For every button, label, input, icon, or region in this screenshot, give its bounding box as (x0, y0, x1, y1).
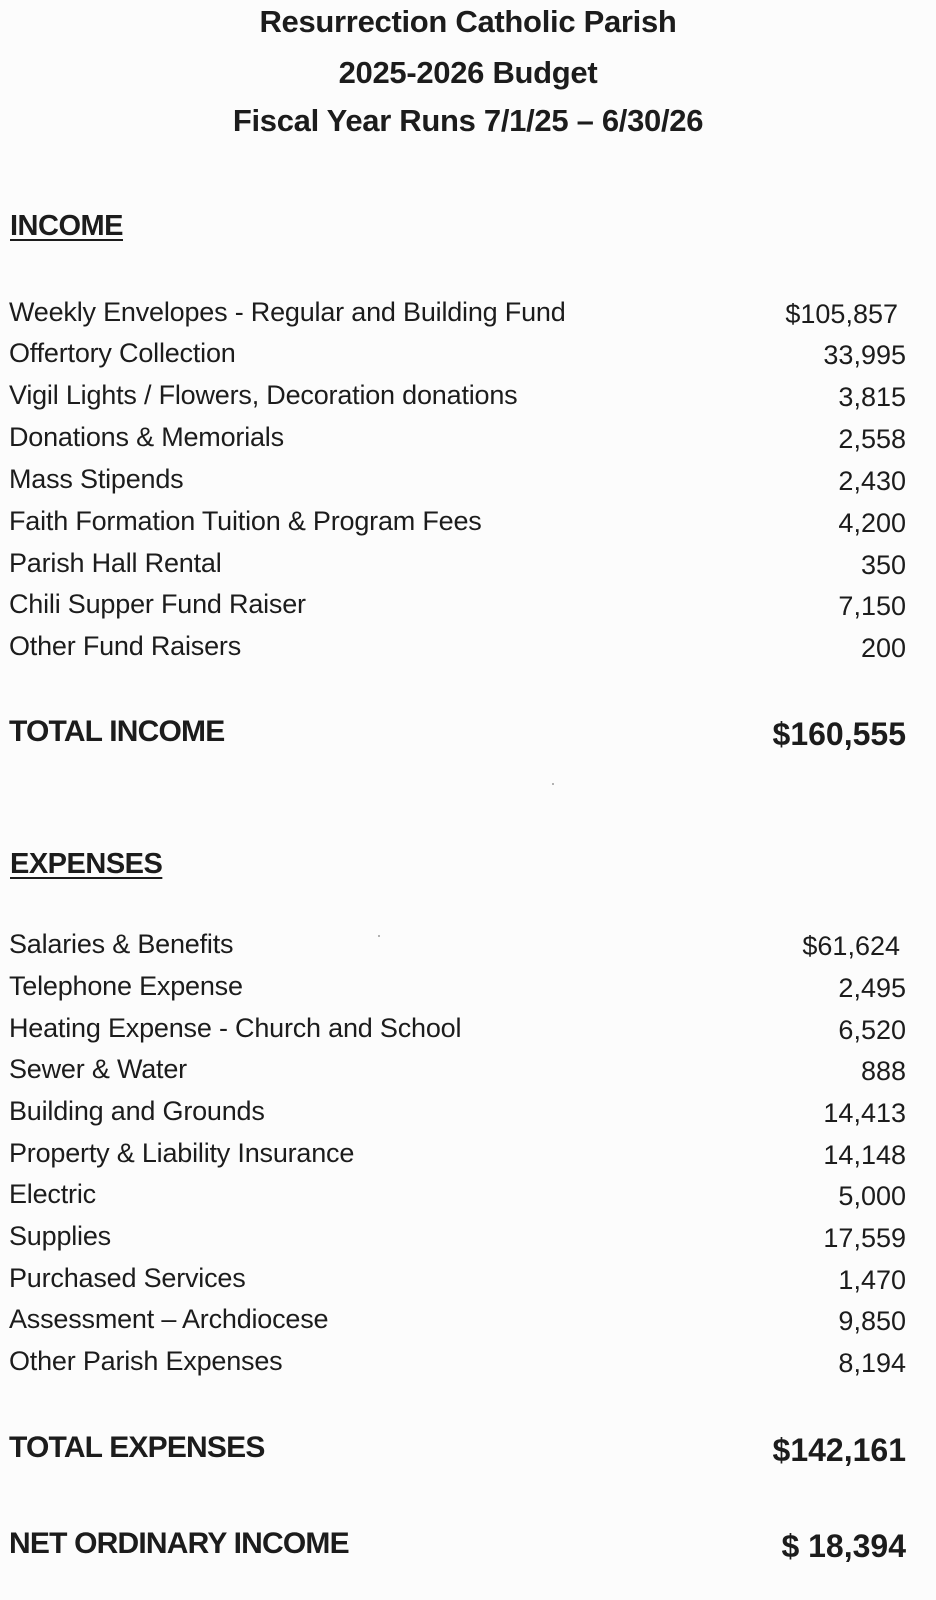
income-row (0, 586, 936, 626)
income-row-label: Vigil Lights / Flowers, Decoration donations (9, 380, 518, 410)
income-row (0, 503, 936, 543)
expense-row (0, 1343, 936, 1383)
income-row (0, 294, 936, 334)
expense-row (0, 926, 936, 966)
expense-row-amount: 2,495 (838, 973, 906, 1003)
net-ordinary-income-amount: $ 18,394 (781, 1528, 906, 1564)
expenses-heading: EXPENSES (10, 848, 163, 880)
expense-row (0, 1260, 936, 1300)
income-row-amount: 33,995 (823, 340, 906, 370)
expense-row-amount: 1,470 (838, 1265, 906, 1295)
total-expenses-amount: $142,161 (772, 1432, 906, 1468)
expense-row-label: Heating Expense - Church and School (9, 1013, 462, 1043)
income-row-label: Donations & Memorials (9, 422, 284, 452)
expense-row (0, 1010, 936, 1050)
expense-row-label: Property & Liability Insurance (9, 1138, 355, 1168)
expense-row-label: Electric (9, 1179, 96, 1209)
income-row-label: Faith Formation Tuition & Program Fees (9, 506, 482, 536)
expense-row-amount: 5,000 (838, 1181, 906, 1211)
income-row-amount: 3,815 (838, 382, 906, 412)
fiscal-year-line: Fiscal Year Runs 7/1/25 – 6/30/26 (232, 103, 704, 138)
total-income-label: TOTAL INCOME (9, 715, 225, 748)
income-row (0, 419, 936, 459)
income-row-label: Weekly Envelopes - Regular and Building Fund (9, 297, 566, 327)
expense-row (0, 1301, 936, 1341)
total-expenses-row (0, 1428, 936, 1472)
income-row (0, 545, 936, 585)
expense-row-label: Sewer & Water (9, 1054, 187, 1084)
expense-row (0, 1051, 936, 1091)
expense-row-amount: $61,624 (802, 931, 900, 961)
scan-speck (378, 935, 380, 937)
expense-row-amount: 9,850 (838, 1306, 906, 1336)
total-income-amount: $160,555 (772, 716, 906, 752)
expense-row-label: Building and Grounds (9, 1096, 265, 1126)
income-row-label: Other Fund Raisers (9, 631, 241, 661)
income-row-amount: 2,430 (838, 466, 906, 496)
expense-row-label: Supplies (9, 1221, 111, 1251)
expense-row-amount: 14,148 (823, 1140, 906, 1170)
income-row-label: Mass Stipends (9, 464, 184, 494)
income-row-amount: 4,200 (838, 508, 906, 538)
expense-row-amount: 17,559 (823, 1223, 906, 1253)
expense-row-label: Salaries & Benefits (9, 929, 234, 959)
expense-row-label: Purchased Services (9, 1263, 246, 1293)
expense-row-amount: 8,194 (838, 1348, 906, 1378)
budget-title: 2025-2026 Budget (338, 55, 598, 90)
income-row (0, 461, 936, 501)
scan-speck (552, 783, 554, 785)
expense-row (0, 1218, 936, 1258)
expense-row-label: Telephone Expense (9, 971, 243, 1001)
expense-row (0, 968, 936, 1008)
income-row (0, 628, 936, 668)
income-row-amount: 350 (860, 550, 906, 580)
expense-row-amount: 888 (860, 1056, 906, 1086)
total-income-row (0, 712, 936, 756)
expense-row-label: Assessment – Archdiocese (9, 1304, 329, 1334)
total-expenses-label: TOTAL EXPENSES (9, 1431, 265, 1464)
expense-row-amount: 14,413 (823, 1098, 906, 1128)
expense-row-amount: 6,520 (838, 1015, 906, 1045)
income-row-amount: $105,857 (785, 299, 898, 329)
income-row-amount: 7,150 (838, 591, 906, 621)
net-ordinary-income-label: NET ORDINARY INCOME (9, 1527, 349, 1560)
parish-name: Resurrection Catholic Parish (259, 4, 677, 39)
income-row (0, 377, 936, 417)
income-row-label: Chili Supper Fund Raiser (9, 589, 306, 619)
income-row-label: Offertory Collection (9, 338, 236, 368)
expense-row (0, 1176, 936, 1216)
income-row (0, 335, 936, 375)
income-row-label: Parish Hall Rental (9, 548, 222, 578)
expense-row-label: Other Parish Expenses (9, 1346, 283, 1376)
expense-row (0, 1135, 936, 1175)
net-ordinary-income-row (0, 1524, 936, 1568)
expense-row (0, 1093, 936, 1133)
income-heading: INCOME (10, 210, 123, 242)
income-row-amount: 2,558 (838, 424, 906, 454)
income-row-amount: 200 (860, 633, 906, 663)
